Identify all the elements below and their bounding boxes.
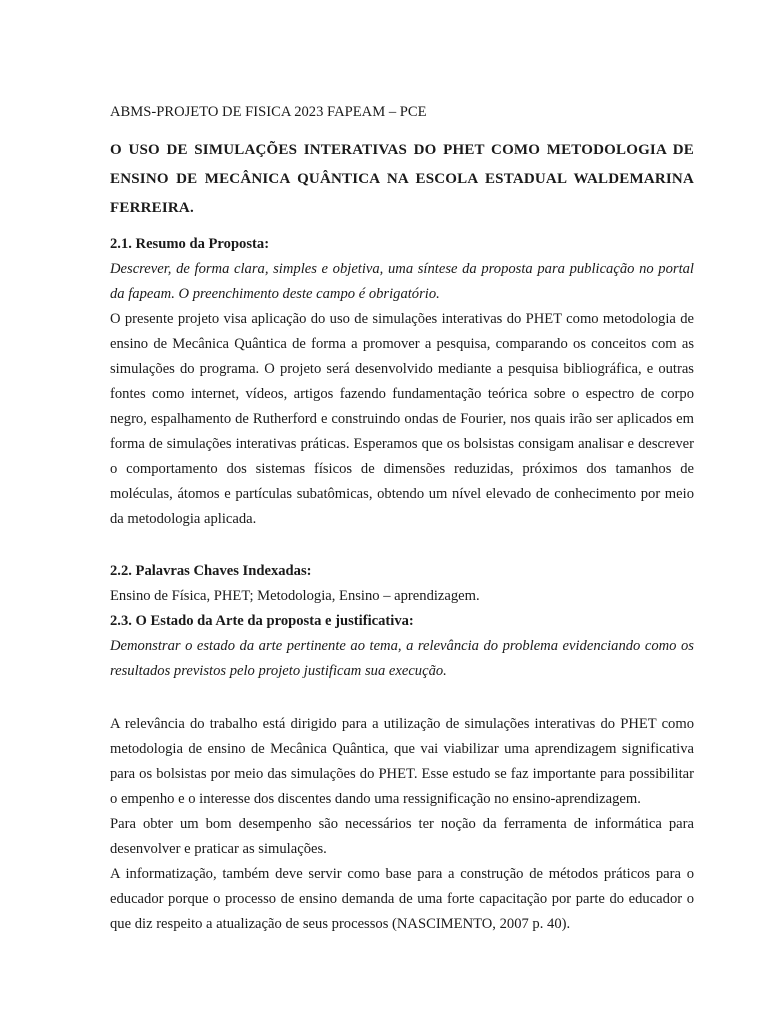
section-2-2-heading: 2.2. Palavras Chaves Indexadas: <box>110 563 312 579</box>
document-title: O USO DE SIMULAÇÕES INTERATIVAS DO PHET COMO METODOLOGIA DE ENSINO DE MECÂNICA QUÂNTICA NA ESCOLA ESTADUAL WALDEMARINA FERREIRA. <box>110 142 694 216</box>
section-2-3-instruction: Demonstrar o estado da arte pertinente ao tema, a relevância do problema evidenciando como os resultados previstos pelo projeto justificam sua execução. <box>110 638 694 679</box>
section-2-1-instruction: Descrever, de forma clara, simples e objetiva, uma síntese da proposta para publicação no portal da fapeam. O preenchimento deste campo é obrigatório. <box>110 261 694 302</box>
document-content <box>110 100 694 937</box>
section-2-3-paragraph-2: Para obter um bom desempenho são necessários ter noção da ferramenta de informática para desenvolver e praticar as simulações. <box>110 816 694 857</box>
section-2-2-body: Ensino de Física, PHET; Metodologia, Ensino – aprendizagem. <box>110 588 480 604</box>
section-2-3-paragraph-3: A informatização, também deve servir como base para a construção de métodos práticos para o educador porque o processo de ensino demanda de uma forte capacitação por parte do educador o que diz respeito a atualização de seus processos (NASCIMENTO, 2007 p. 40). <box>110 866 694 932</box>
section-2-3-paragraph-1: A relevância do trabalho está dirigido para a utilização de simulações interativas do PHET como metodologia de ensino de Mecânica Quântica, que vai viabilizar uma aprendizagem significativa para os bolsistas por meio das simulações do PHET. Esse estudo se faz importante para possibilitar o empenho e o interesse dos discentes dando uma ressignificação no ensino-aprendizagem. <box>110 716 694 807</box>
section-2-3-heading: 2.3. O Estado da Arte da proposta e justificativa: <box>110 613 414 629</box>
section-2-1-body: O presente projeto visa aplicação do uso de simulações interativas do PHET como metodologia de ensino de Mecânica Quântica de forma a promover a pesquisa, comparando os conceitos com as simulações do programa. O projeto será desenvolvido mediante a pesquisa bibliográfica, e outras fontes como internet, vídeos, artigos fazendo fundamentação teórica sobre o espectro de corpo negro, espalhamento de Rutherford e construindo ondas de Fourier, nos quais irão ser aplicados em forma de simulações interativas práticas. Esperamos que os bolsistas consigam analisar e descrever o comportamento dos sistemas físicos de dimensões reduzidas, próximos dos tamanhos de moléculas, átomos e partículas subatômicas, obtendo um nível elevado de conhecimento por meio da metodologia aplicada. <box>110 311 694 527</box>
document-header: ABMS-PROJETO DE FISICA 2023 FAPEAM – PCE <box>110 104 427 120</box>
section-2-1-heading: 2.1. Resumo da Proposta: <box>110 236 270 252</box>
